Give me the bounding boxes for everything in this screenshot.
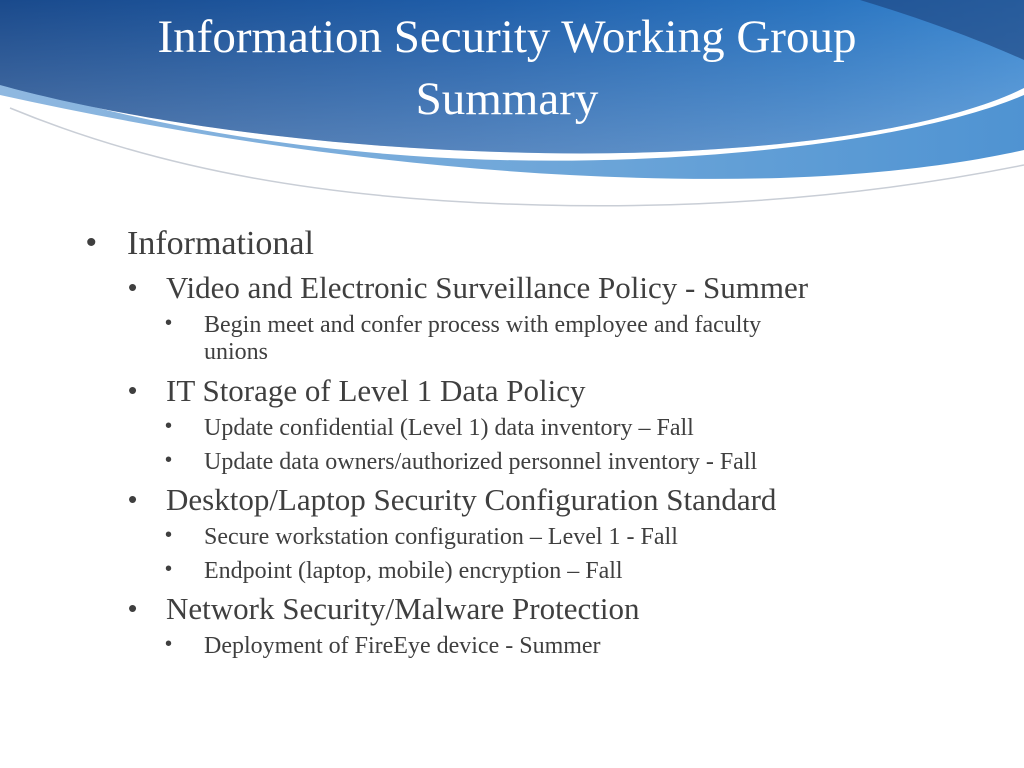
bullet-informational: Informational: [127, 225, 314, 262]
bullet-icon: •: [128, 272, 138, 302]
bullet-icon: •: [165, 415, 173, 437]
bullet-icon: •: [128, 484, 138, 514]
slide-title-line1: Information Security Working Group: [157, 11, 857, 63]
bullet-desktop-sub2: Endpoint (laptop, mobile) encryption – Fall: [204, 558, 623, 584]
bullet-icon: •: [128, 593, 138, 623]
bullet-icon: •: [165, 633, 173, 655]
bullet-it-storage-sub2: Update data owners/authorized personnel inventory - Fall: [204, 449, 758, 475]
bullet-video-sub1-line2: unions: [204, 339, 269, 365]
bullet-desktop: Desktop/Laptop Security Configuration Standard: [166, 482, 777, 517]
slide-title: [0, 6, 1014, 130]
bullet-icon: •: [165, 558, 173, 580]
bullet-icon: •: [86, 226, 97, 259]
bullet-it-storage-sub1: Update confidential (Level 1) data inventory – Fall: [204, 415, 694, 441]
bullet-desktop-sub1: Secure workstation configuration – Level 1 - Fall: [204, 524, 678, 550]
bullet-network-sub1: Deployment of FireEye device - Summer: [204, 633, 601, 659]
bullet-video-policy: Video and Electronic Surveillance Policy - Summer: [166, 270, 809, 305]
bullet-icon: •: [165, 449, 173, 471]
bullet-icon: •: [128, 375, 138, 405]
bullet-icon: •: [165, 312, 173, 334]
bullet-icon: •: [165, 524, 173, 546]
bullet-video-sub1-line1: Begin meet and confer process with employee and faculty: [204, 312, 762, 338]
slide-title-line2: Summary: [415, 73, 599, 125]
bullet-it-storage: IT Storage of Level 1 Data Policy: [166, 373, 586, 408]
bullet-network: Network Security/Malware Protection: [166, 591, 640, 626]
